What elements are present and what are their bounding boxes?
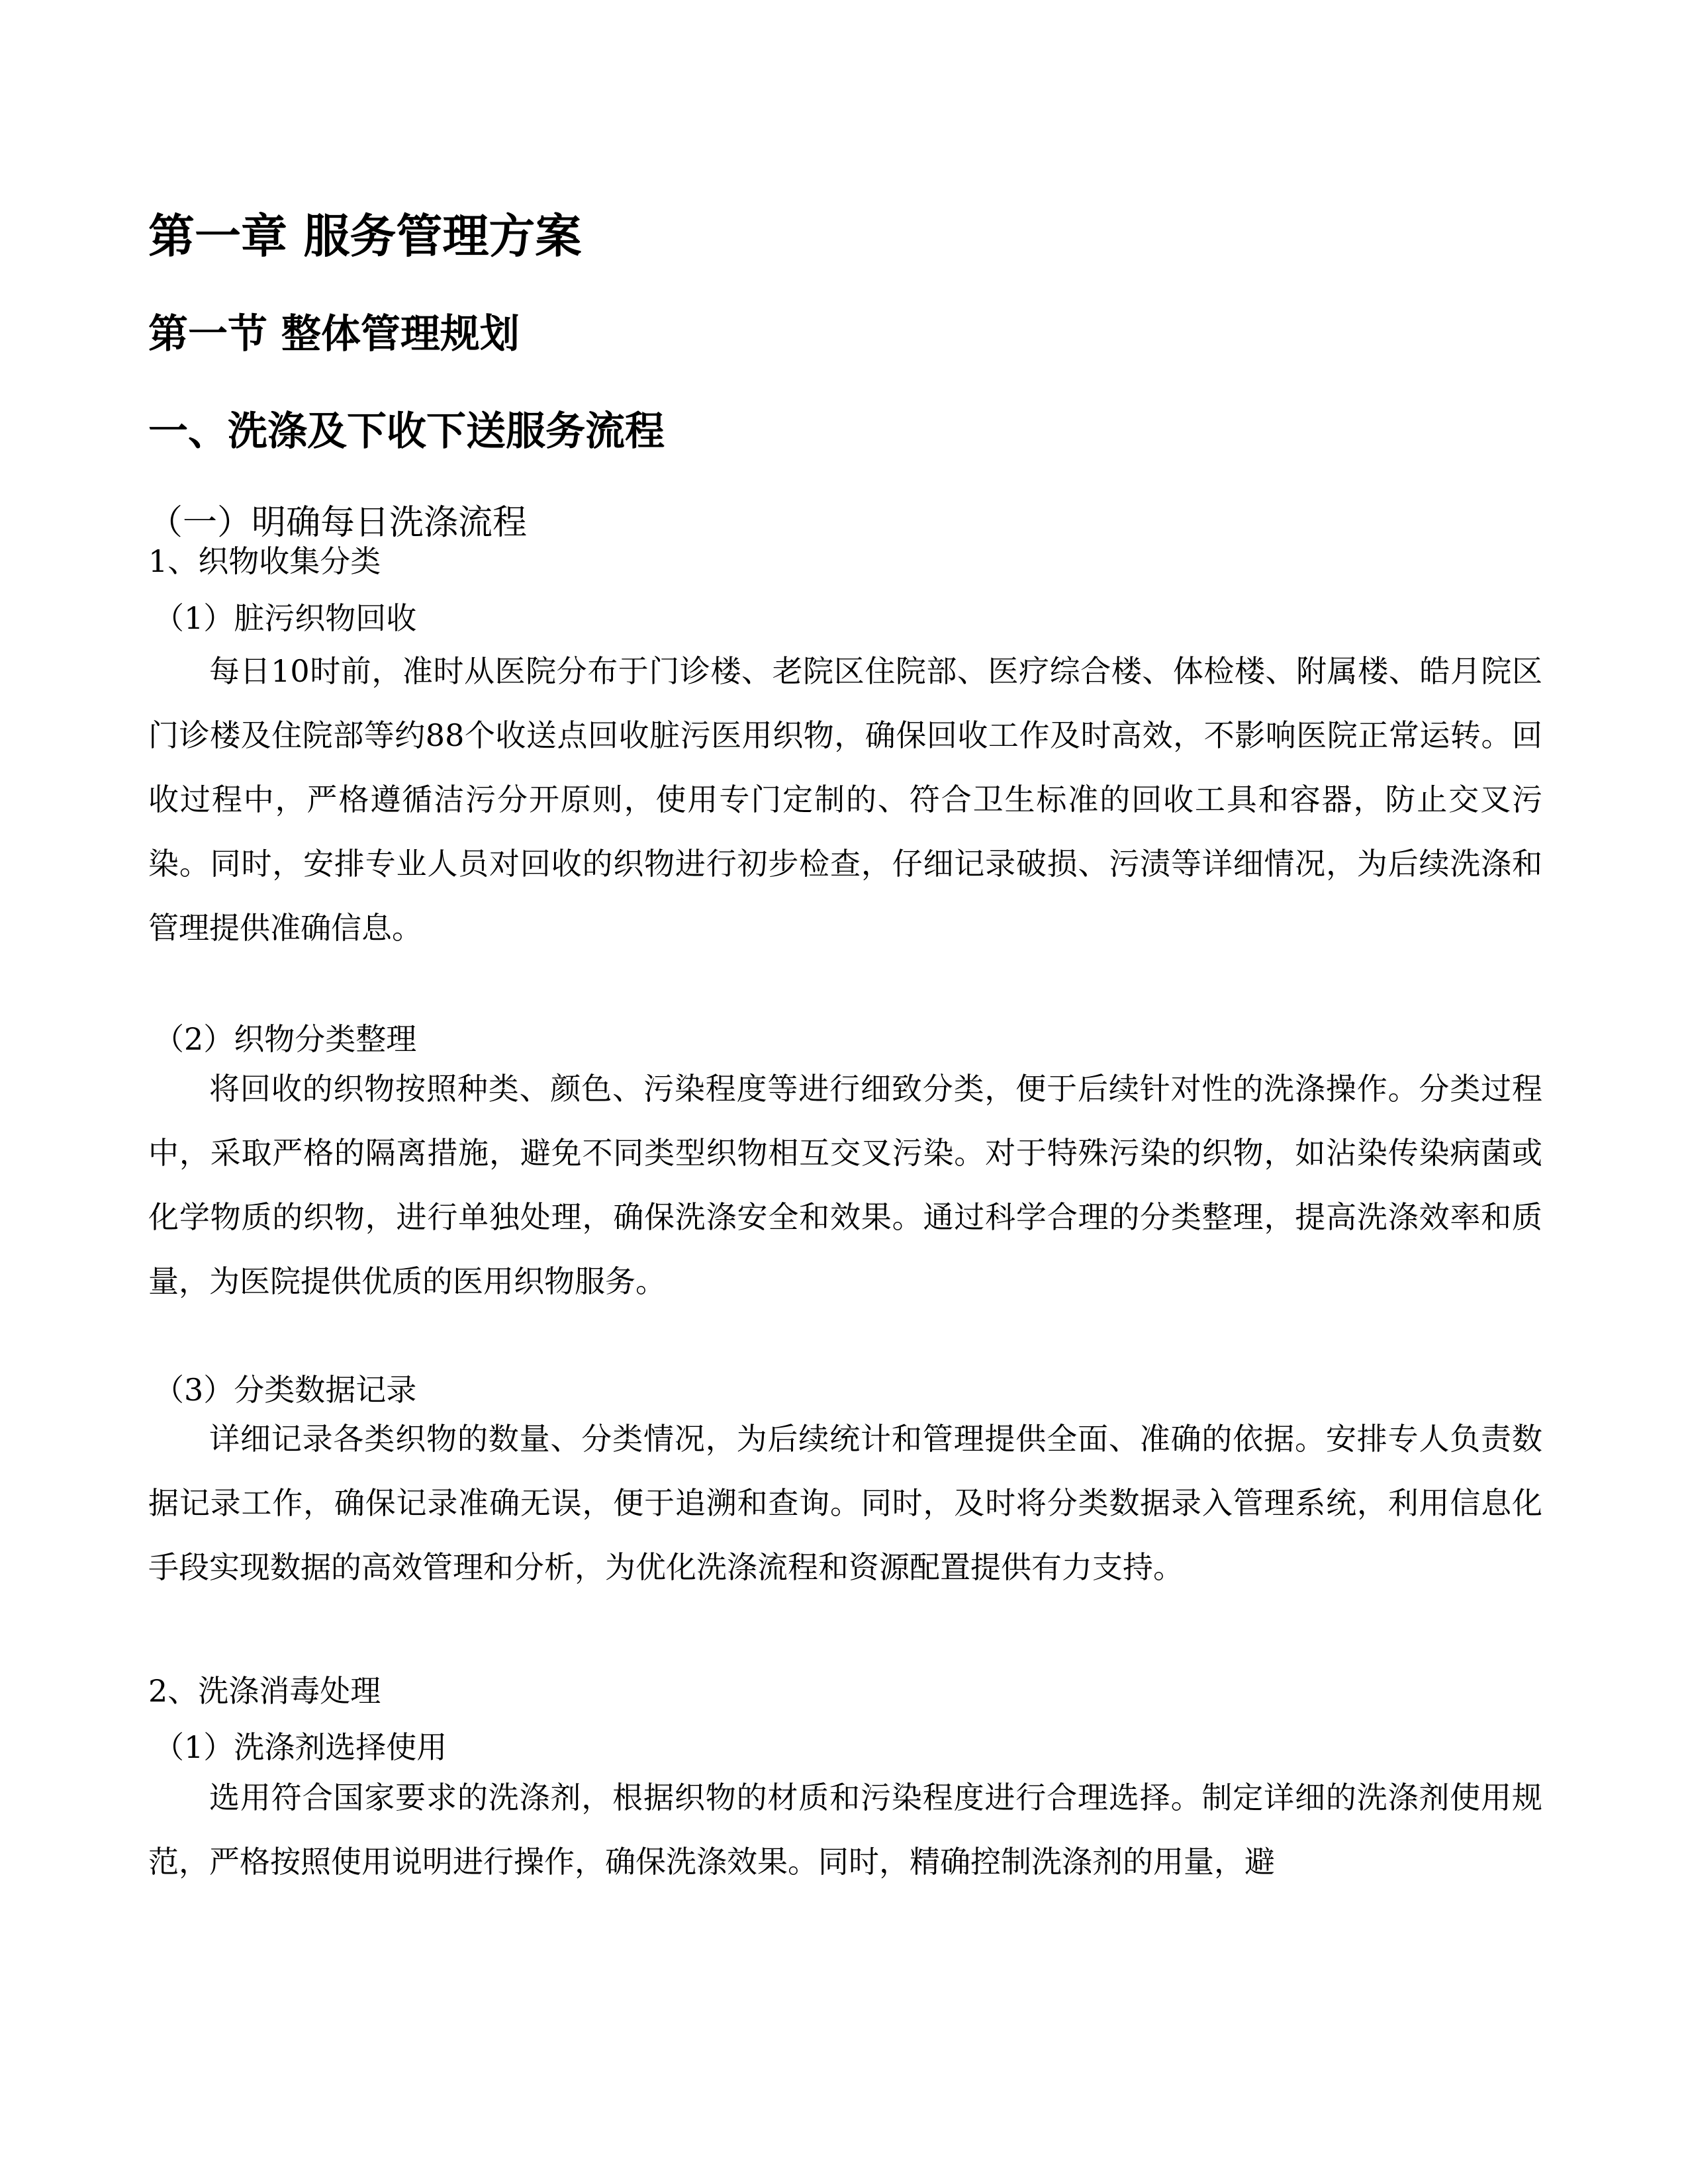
section-title: 第一节 整体管理规划	[148, 311, 520, 357]
item1-title: 1、织物收集分类	[148, 543, 381, 579]
item1-sub3-paragraph: 详细记录各类织物的数量、分类情况，为后续统计和管理提供全面、准确的依据。安排专人负责数据记录工作，确保记录准确无误，便于追溯和查询。同时，及时将分类数据录入管理系统，利用信息化手段实现数据的高效管理和分析，为优化洗涤流程和资源配置提供有力支持。	[148, 1421, 1542, 1585]
item1-sub1-paragraph: 每日10时前，准时从医院分布于门诊楼、老院区住院部、医疗综合楼、体检楼、附属楼、皓月院区门诊楼及住院部等约88个收送点回收脏污医用织物，确保回收工作及时高效，不影响医院正常运转。回收过程中，严格遵循洁污分开原则，使用专门定制的、符合卫生标准的回收工具和容器，防止交叉污染。同时，安排专业人员对回收的织物进行初步检查，仔细记录破损、污渍等详细情况，为后续洗涤和管理提供准确信息。	[148, 653, 1542, 946]
item1-sub2-title: （2）织物分类整理	[154, 1021, 417, 1057]
chapter-title: 第一章 服务管理方案	[148, 209, 582, 263]
item1-sub2-paragraph: 将回收的织物按照种类、颜色、污染程度等进行细致分类，便于后续针对性的洗涤操作。分类过程中，采取严格的隔离措施，避免不同类型织物相互交叉污染。对于特殊污染的织物，如沾染传染病菌或化学物质的织物，进行单独处理，确保洗涤安全和效果。通过科学合理的分类整理，提高洗涤效率和质量，为医院提供优质的医用织物服务。	[148, 1071, 1542, 1299]
item1-sub3-title: （3）分类数据记录	[154, 1372, 417, 1408]
item1-sub1-title: （1）脏污织物回收	[154, 600, 417, 636]
subpart-title: （一）明确每日洗涤流程	[148, 503, 528, 543]
item2-title: 2、洗涤消毒处理	[148, 1673, 381, 1709]
part-title: 一、洗涤及下收下送服务流程	[148, 408, 665, 455]
item2-sub1-paragraph: 选用符合国家要求的洗涤剂，根据织物的材质和污染程度进行合理选择。制定详细的洗涤剂使用规范，严格按照使用说明进行操作，确保洗涤效果。同时，精确控制洗涤剂的用量，避	[148, 1780, 1542, 1880]
item2-sub1-title: （1）洗涤剂选择使用	[154, 1729, 447, 1765]
